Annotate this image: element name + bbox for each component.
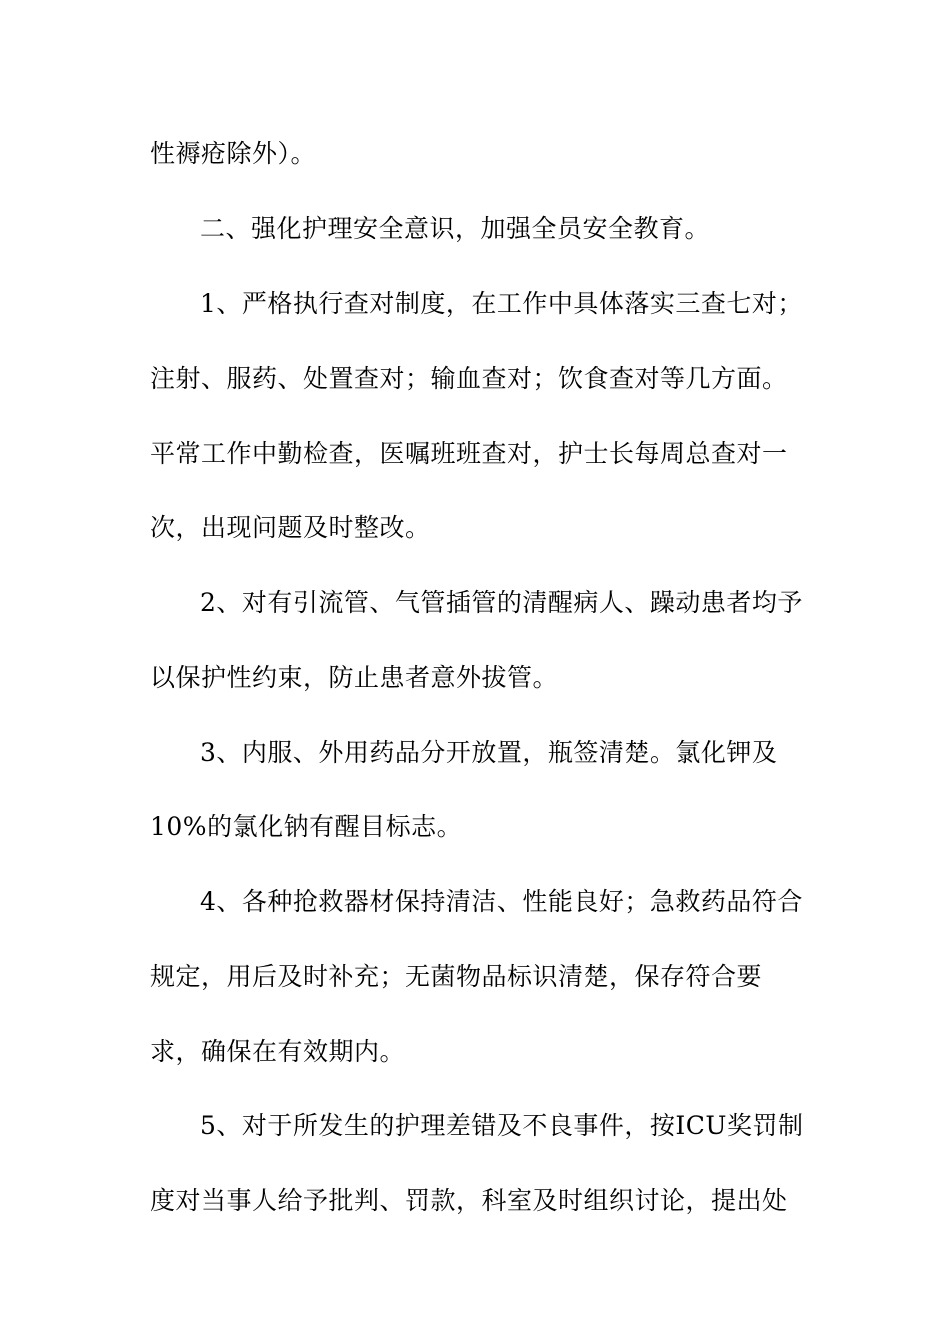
text-line: 求，确保在有效期内。 bbox=[150, 1037, 406, 1066]
text-line: 以保护性约束，防止患者意外拔管。 bbox=[150, 663, 559, 692]
text-line: 性褥疮除外）。 bbox=[150, 139, 317, 168]
text-line: 平常工作中勤检查，医嘱班班查对，护士长每周总查对一 bbox=[150, 439, 788, 468]
text-line: 次，出现问题及时整改。 bbox=[150, 513, 431, 542]
text-line: 5、对于所发生的护理差错及不良事件，按ICU奖罚制 bbox=[200, 1111, 804, 1140]
text-line: 4、各种抢救器材保持清洁、性能良好；急救药品符合 bbox=[200, 887, 803, 916]
section-heading: 二、强化护理安全意识，加强全员安全教育。 bbox=[200, 214, 711, 243]
text-line: 1、严格执行查对制度，在工作中具体落实三查七对； bbox=[200, 289, 803, 318]
text-line: 2、对有引流管、气管插管的清醒病人、躁动患者均予 bbox=[200, 588, 803, 617]
text-line: 规定，用后及时补充；无菌物品标识清楚，保存符合要 bbox=[150, 962, 763, 991]
text-line: 3、内服、外用药品分开放置，瓶签清楚。氯化钾及 bbox=[200, 738, 778, 767]
text-line: 注射、服药、处置查对；输血查对；饮食查对等几方面。 bbox=[150, 364, 788, 393]
text-line: 度对当事人给予批判、罚款，科室及时组织讨论，提出处 bbox=[150, 1186, 788, 1215]
text-line: 10%的氯化钠有醒目标志。 bbox=[150, 812, 463, 841]
